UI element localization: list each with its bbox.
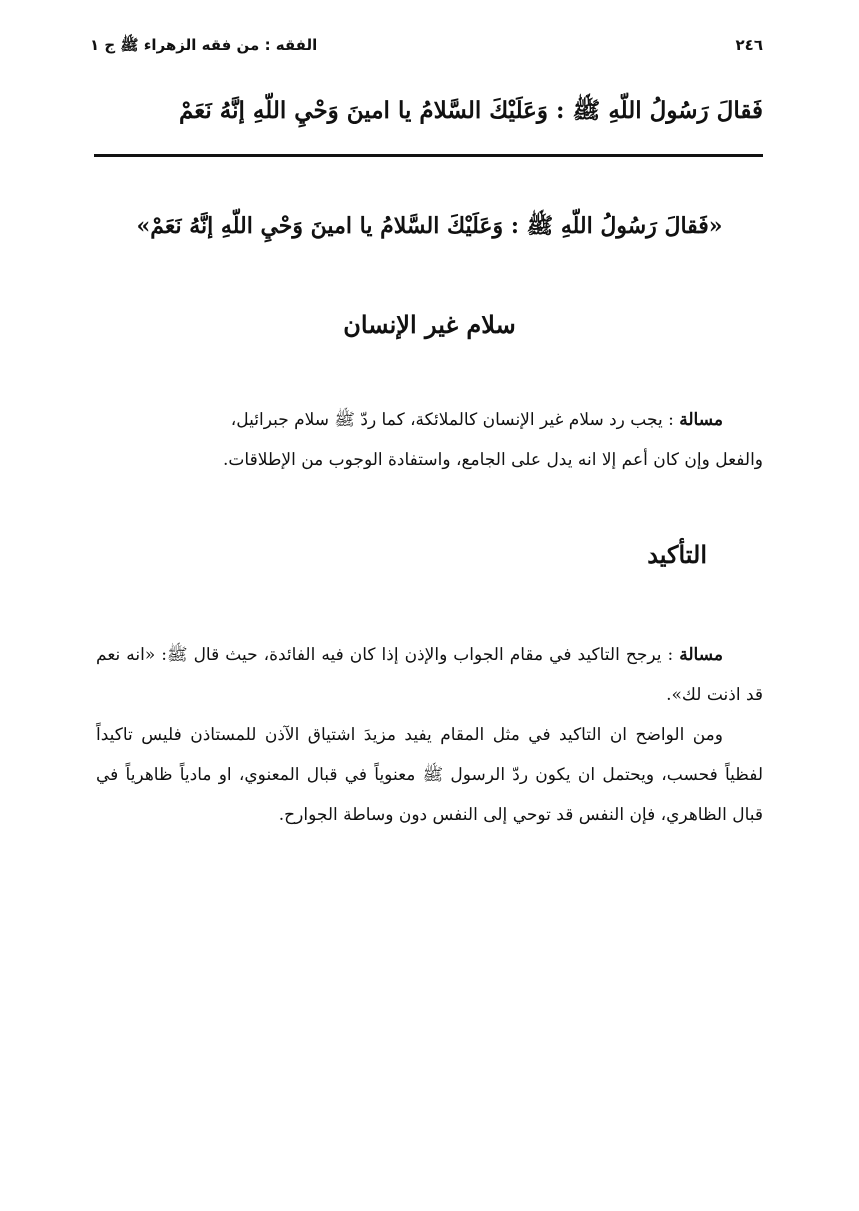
page-number: ٢٤٦ (735, 36, 763, 54)
page-header (90, 36, 763, 60)
paragraph-text: : يجب رد سلام غير الإنسان كالملائكة، كما ردّ ﷺ سلام جبرائيل، (230, 410, 674, 430)
paragraph-2: ومن الواضح ان التاكيد في مثل المقام يفيد مزيدَ اشتياق الآذن للمستاذن فليس تاكيداً لفظياً فحسب، ويحتمل ان يكون ردّ الرسول ﷺ معنوياً في قبال المعنوي، او مادياً ظاهرياً في قبال الظاهري، فإن النفس قد توحي إلى النفس دون وساطة الجوارح. (96, 725, 763, 825)
quote-heading: «فَقالَ رَسُولُ اللّهِ ﷺ : وَعَلَيْكَ السَّلامُ يا امينَ وَحْيِ اللّهِ إنَّهُ نَعَمْ» (136, 213, 723, 239)
paragraph-line (96, 400, 763, 440)
paragraph-text: : يرجح التاكيد في مقام الجواب والإذن إذا كان فيه الفائدة، حيث قال ﷺ: «انه نعم قد اذنت لك». (96, 645, 763, 705)
paragraph-greetings (96, 400, 763, 480)
running-title: الفقه : من فقه الزهراء ﷺ ج ١ (90, 36, 318, 54)
issue-label: مسالة (679, 645, 723, 665)
issue-label: مسالة (679, 410, 723, 430)
divider-rule (94, 154, 763, 157)
section-title-emphasis: التأكيد (647, 540, 707, 569)
paragraph-1 (96, 635, 763, 715)
section-title-greetings: سلام غير الإنسان (343, 310, 516, 339)
top-verse: فَقالَ رَسُولُ اللّهِ ﷺ : وَعَلَيْكَ السَّلامُ يا امينَ وَحْيِ اللّهِ إنَّهُ نَعَمْ (178, 97, 763, 124)
paragraph-line: والفعل وإن كان أعم إلا انه يدل على الجامع، واستفادة الوجوب من الإطلاقات. (222, 450, 763, 470)
paragraph-emphasis (96, 635, 763, 835)
